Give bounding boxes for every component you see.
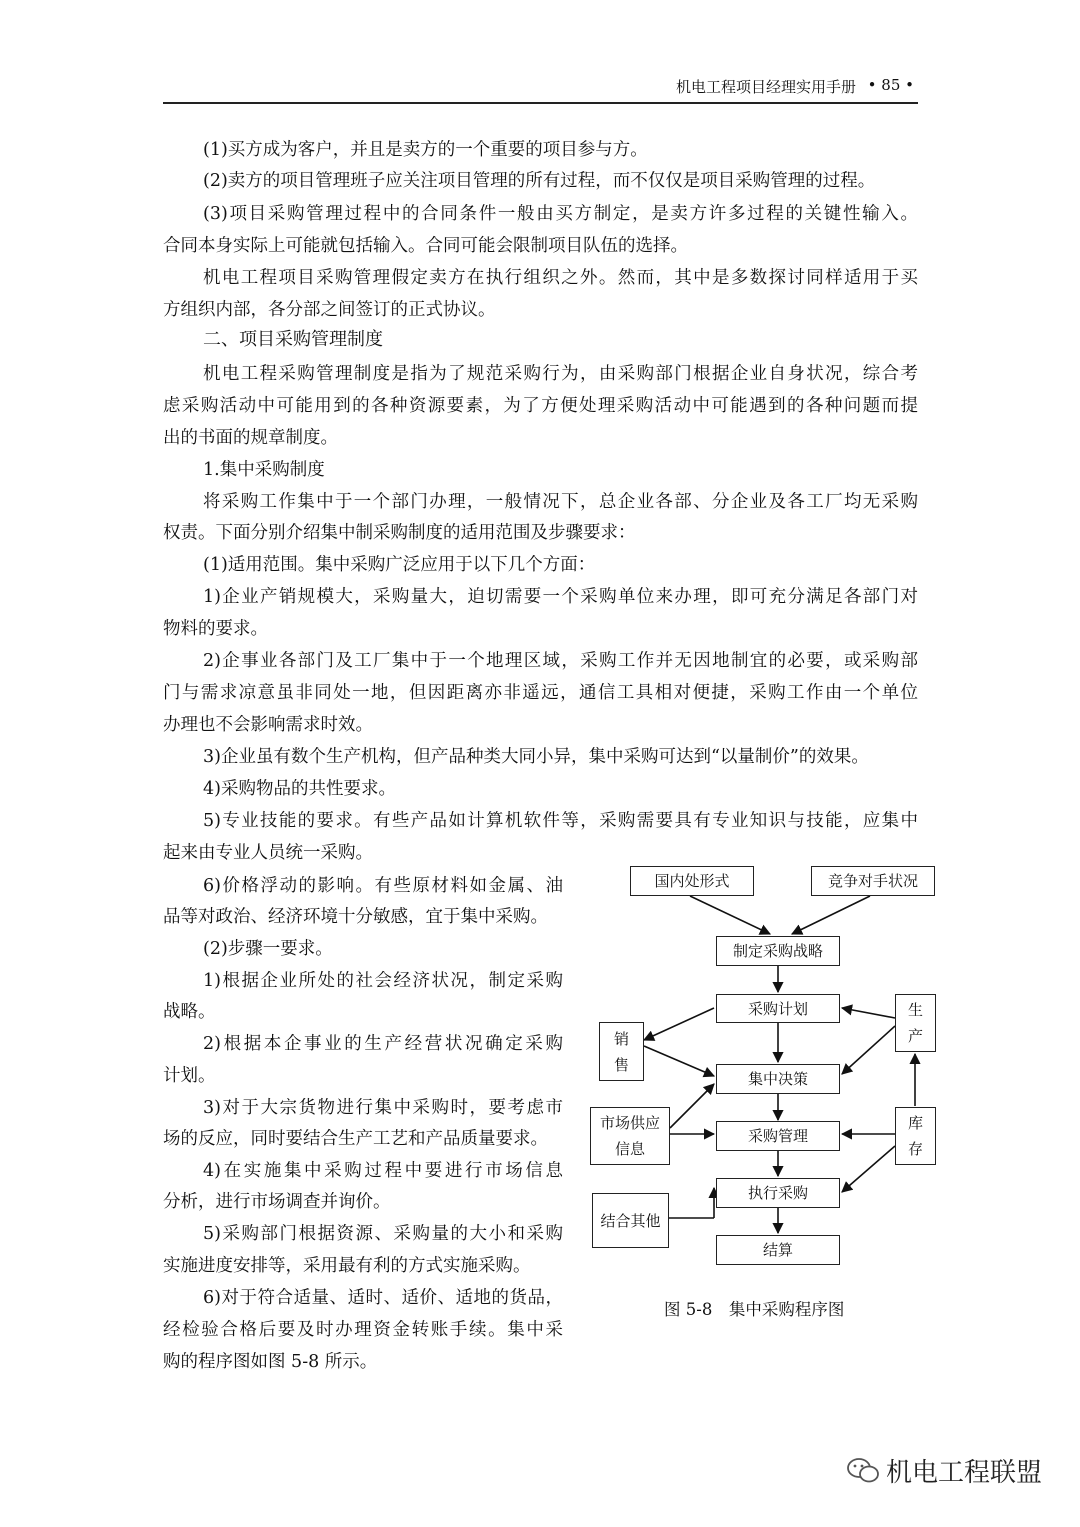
paragraph-line: 办理也不会影响需求时效。	[163, 715, 373, 735]
paragraph-line: 经检验合格后要及时办理资金转账手续。集中采	[163, 1320, 563, 1340]
paragraph-line: 权责。下面分别介绍集中制采购制度的适用范围及步骤要求：	[163, 523, 636, 543]
paragraph-line: 起来由专业人员统一采购。	[163, 843, 373, 863]
paragraph-line: 购的程序图如图 5-8 所示。	[163, 1352, 378, 1372]
arrow-plan-sales	[644, 1008, 714, 1040]
paragraph-line: 2)根据本企事业的生产经营状况确定采购	[203, 1034, 563, 1054]
flow-node-plan: 采购计划	[716, 994, 840, 1023]
paragraph-line: (1)买方成为客户，并且是卖方的一个重要的项目参与方。	[203, 140, 648, 160]
paragraph-line: 方组织内部，各分部之间签订的正式协议。	[163, 300, 496, 320]
figure-caption: 图 5-8 集中采购程序图	[664, 1300, 845, 1319]
arrow-competitor-strategy	[792, 896, 870, 934]
arrow-production-plan	[842, 1008, 895, 1018]
paragraph-line: 品等对政治、经济环境十分敏感，宜于集中采购。	[163, 907, 548, 927]
paragraph-line: 分析，进行市场调查并询价。	[163, 1192, 391, 1212]
flow-node-inventory: 库存	[895, 1107, 936, 1165]
flow-node-other: 结合其他	[592, 1193, 669, 1248]
sub-heading: 1.集中采购制度	[203, 460, 325, 480]
paragraph-line: 出的书面的规章制度。	[163, 428, 338, 448]
flow-node-settle: 结算	[716, 1235, 840, 1265]
paragraph-line: 6)价格浮动的影响。有些原材料如金属、油	[203, 876, 563, 896]
paragraph-line: 4)采购物品的共性要求。	[203, 779, 396, 799]
arrow-domestic-strategy	[690, 896, 770, 934]
flow-node-strategy: 制定采购战略	[716, 936, 840, 966]
paragraph-line: 场的反应，同时要结合生产工艺和产品质量要求。	[163, 1129, 548, 1149]
flow-node-management: 采购管理	[716, 1121, 840, 1151]
paragraph-line: 物料的要求。	[163, 619, 268, 639]
watermark-text: 机电工程联盟	[886, 1458, 1043, 1488]
paragraph-line: 机电工程采购管理制度是指为了规范采购行为，由采购部门根据企业自身状况，综合考	[203, 364, 918, 384]
arrow-inventory-execute	[842, 1146, 895, 1192]
paragraph-line: 6)对于符合适量、适时、适价、适地的货品，	[203, 1288, 563, 1308]
paragraph-line: 3)对于大宗货物进行集中采购时，要考虑市	[203, 1098, 563, 1118]
paragraph-line: 1)根据企业所处的社会经济状况，制定采购	[203, 971, 563, 991]
flow-node-domestic: 国内处形式	[630, 866, 754, 896]
paragraph-line: (1)适用范围。集中采购广泛应用于以下几个方面：	[203, 555, 596, 575]
wechat-icon	[846, 1457, 880, 1485]
paragraph-line: (2)卖方的项目管理班子应关注项目管理的所有过程，而不仅仅是项目采购管理的过程。	[203, 171, 876, 191]
arrow-sales-decision	[644, 1046, 714, 1076]
paragraph-line: 门与需求凉意虽非同处一地，但因距离亦非遥远，通信工具相对便捷，采购工作由一个单位	[163, 683, 918, 703]
paragraph-line: 5)专业技能的要求。有些产品如计算机软件等，采购需要具有专业知识与技能，应集中	[203, 811, 918, 831]
paragraph-line: 5)采购部门根据资源、采购量的大小和采购	[203, 1224, 563, 1244]
paragraph-line: 机电工程项目采购管理假定卖方在执行组织之外。然而，其中是多数探讨同样适用于买	[203, 268, 918, 288]
paragraph-line: 4)在实施集中采购过程中要进行市场信息	[203, 1161, 563, 1181]
flow-node-competitor: 竞争对手状况	[811, 866, 935, 896]
watermark	[846, 1452, 1042, 1489]
flow-node-market: 市场供应信息	[590, 1107, 670, 1165]
arrow-market-decision	[670, 1084, 714, 1128]
paragraph-line: 虑采购活动中可能用到的各种资源要素，为了方便处理采购活动中可能遇到的各种问题而提	[163, 396, 918, 416]
flow-node-execute: 执行采购	[716, 1178, 840, 1208]
paragraph-line: 战略。	[163, 1002, 216, 1022]
paragraph-line: 实施进度安排等，采用最有利的方式实施采购。	[163, 1256, 531, 1276]
flow-node-production: 生产	[895, 994, 936, 1052]
flow-node-sales: 销售	[599, 1022, 644, 1081]
paragraph-line: 2)企事业各部门及工厂集中于一个地理区域，采购工作并无因地制宜的必要，或采购部	[203, 651, 918, 671]
page-number: • 85 •	[867, 76, 914, 94]
paragraph-line: 合同本身实际上可能就包括输入。合同可能会限制项目队伍的选择。	[163, 236, 688, 256]
paragraph-line: (2)步骤一要求。	[203, 939, 333, 959]
paragraph-line: 3)企业虽有数个生产机构，但产品种类大同小异，集中采购可达到“以量制价”的效果。	[203, 747, 869, 767]
paragraph-line: 计划。	[163, 1066, 216, 1086]
section-heading: 二、项目采购管理制度	[203, 329, 383, 350]
paragraph-line: 1)企业产销规模大，采购量大，迫切需要一个采购单位来办理，即可充分满足各部门对	[203, 587, 918, 607]
arrow-production-decision	[842, 1026, 895, 1074]
paragraph-line: 将采购工作集中于一个部门办理，一般情况下，总企业各部、分企业及各工厂均无采购	[203, 492, 918, 512]
book-title: 机电工程项目经理实用手册	[675, 78, 856, 96]
paragraph-line: (3)项目采购管理过程中的合同条件一般由买方制定，是卖方许多过程的关键性输入。	[203, 204, 918, 224]
flow-node-decision: 集中决策	[716, 1064, 840, 1094]
